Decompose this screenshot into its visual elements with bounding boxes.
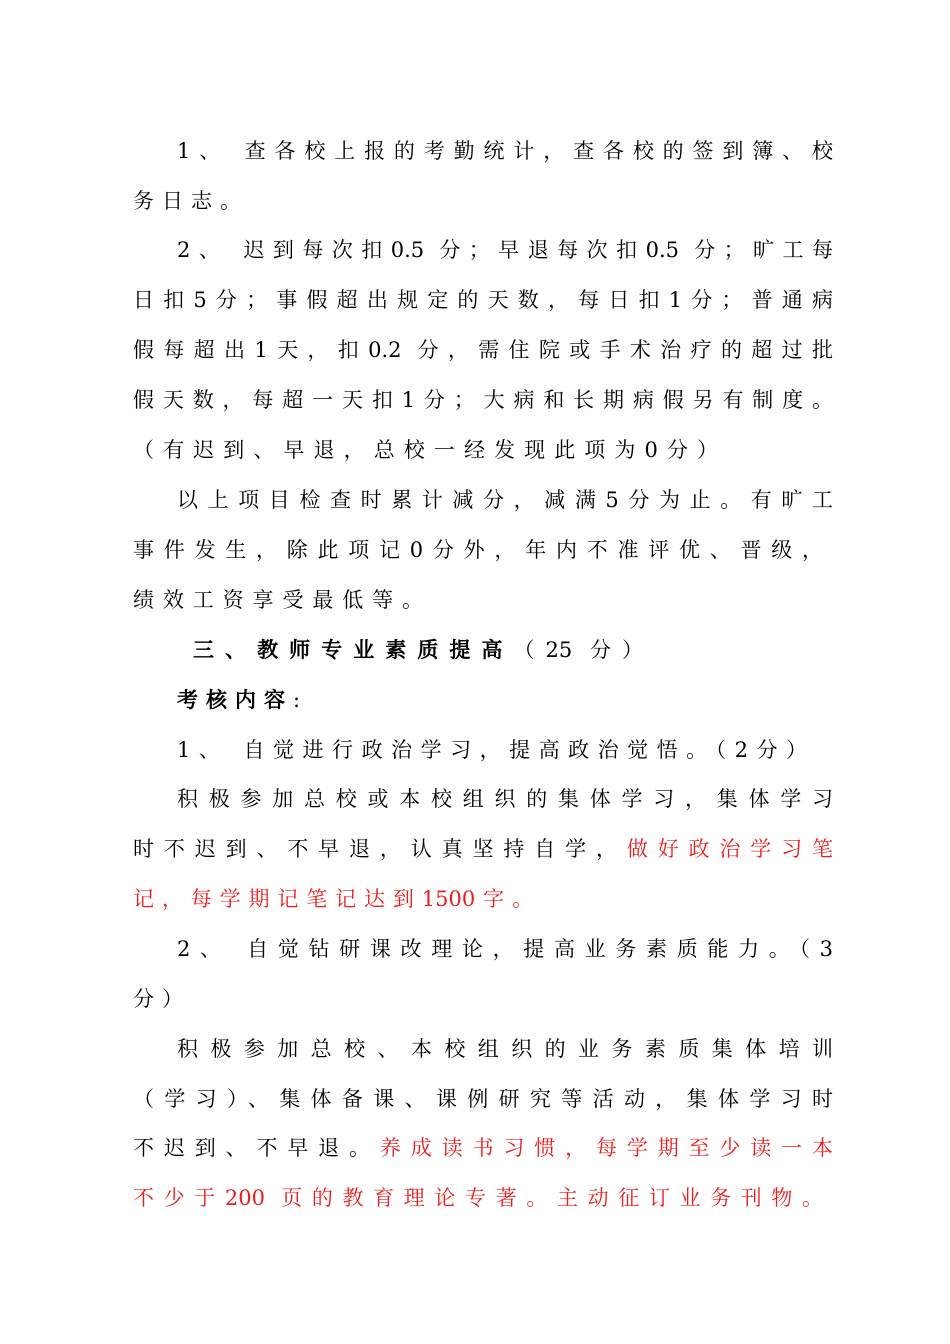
highlight-text: 做好政治学习笔: [626, 837, 833, 861]
text-line: 日扣5分；事假超出规定的天数，每日扣1分；普通病: [133, 288, 833, 312]
text-line: 以上项目检查时累计减分，减满5分为止。有旷工: [177, 488, 833, 512]
text-line: 1、 查各校上报的考勤统计，查各校的签到簿、校: [177, 139, 833, 163]
text-line: （有迟到、早退，总校一经发现此项为0分）: [133, 438, 718, 462]
section-heading-score: （25 分）: [513, 638, 643, 662]
subheading-colon: :: [293, 688, 309, 712]
section-heading-title: 三、教师专业素质提高: [193, 637, 514, 662]
text-line: 分）: [133, 987, 191, 1011]
text-line: 假天数，每超一天扣1分；大病和长期病假另有制度。: [133, 388, 833, 412]
text-line: 务日志。: [133, 189, 249, 213]
text-span: 时不迟到、不早退，认真坚持自学，: [133, 837, 627, 861]
text-line: （学习）、集体备课、课例研究等活动，集体学习时: [133, 1087, 833, 1111]
section-heading: [193, 632, 643, 668]
text-line: 假每超出1天，扣0.2 分，需住院或手术治疗的超过批: [133, 338, 833, 362]
text-line: [133, 831, 833, 867]
text-line: 事件发生，除此项记0分外，年内不准评优、晋级，: [133, 538, 823, 562]
text-line: [133, 1130, 833, 1166]
subheading-title: 考核内容: [177, 687, 293, 712]
text-line: 1、 自觉进行政治学习，提高政治觉悟。（2分）: [177, 738, 807, 762]
text-line: 2、 迟到每次扣0.5 分；早退每次扣0.5 分；旷工每: [177, 238, 833, 262]
text-line: 积极参加总校或本校组织的集体学习，集体学习: [177, 787, 833, 811]
text-line: 积极参加总校、本校组织的业务素质集体培训: [177, 1037, 833, 1061]
subheading: [177, 682, 833, 718]
highlight-text: 不少于200 页的教育理论专著。主动征订业务刊物。: [133, 1186, 823, 1210]
highlight-text: 记，每学期记笔记达到1500字。: [133, 887, 533, 911]
text-line: 2、 自觉钻研课改理论，提高业务素质能力。（3: [177, 937, 833, 961]
text-span: 不迟到、不早退。: [133, 1136, 380, 1160]
highlight-text: 养成读书习惯，每学期至少读一本: [379, 1136, 833, 1160]
text-line: 绩效工资享受最低等。: [133, 588, 423, 612]
